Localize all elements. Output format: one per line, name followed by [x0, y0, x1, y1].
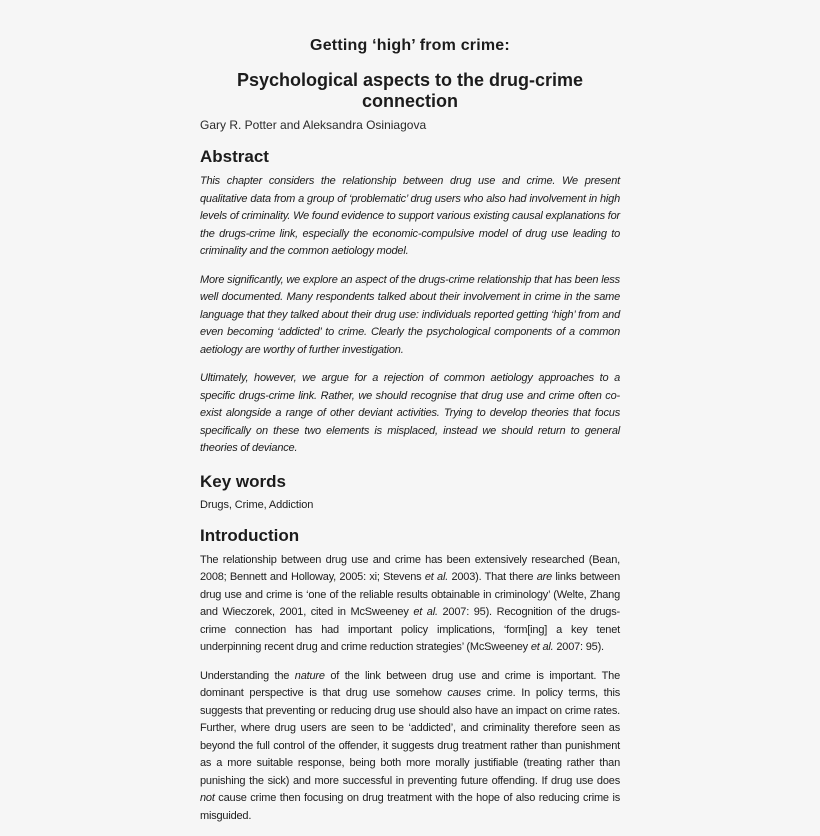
abstract-paragraph-1: This chapter considers the relationship between drug use and crime. We present qualitative data from a group of ‘problematic’ drug users who also had involvement in high levels of criminality. We found evidence to support various existing causal explanations for the drugs-crime link, especially the economic-compulsive model of drug use leading to criminality and the common aetiology model. [200, 175, 620, 257]
introduction-paragraph-2: Understanding the nature of the link between drug use and crime is important. The dominant perspective is that drug use somehow causes crime. In policy terms, this suggests that preventing or reducing drug use should also have an impact on crime rates. Further, where drug users are seen to be ‘addicted’, and criminality therefore seen as beyond the full control of the offender, it suggests drug treatment rather than punishment as a more suitable response, being both more morally justifiable (treating rather than punishing the sick) and more successful in preventing future offending. If drug use does not cause crime then focusing on drug treatment with the hope of also reducing crime is misguided. [200, 669, 620, 822]
introduction-paragraph-1: The relationship between drug use and crime has been extensively researched (Bean, 2008; Bennett and Holloway, 2005: xi; Stevens et al. 2003). That there are links between drug use and crime is ‘one of the reliable results obtainable in criminology’ (Welte, Zhang and Wieczorek, 2001, cited in McSweeney et al. 2007: 95). Recognition of the drugs-crime connection has had important policy implications, ‘form[ing] a key tenet underpinning recent drug and crime reduction strategies’ (McSweeney et al. 2007: 95). [200, 553, 621, 653]
page-title: Getting ‘high’ from crime: [310, 37, 510, 54]
document-page [200, 0, 620, 836]
section-heading-introduction: Introduction [200, 525, 300, 545]
page-subtitle: Psychological aspects to the drug-crime connection [236, 70, 584, 111]
section-heading-keywords: Key words [200, 471, 286, 491]
section-heading-abstract: Abstract [200, 147, 269, 166]
abstract-paragraph-3: Ultimately, however, we argue for a rejection of common aetiology approaches to a specific drugs-crime link. Rather, we should recognise that drug use and crime often co-exist alongside a range of other deviant activities. Trying to develop theories that focus specifically on these two elements is misplaced, instead we should return to general theories of deviance. [200, 372, 620, 454]
abstract-paragraph-2: More significantly, we explore an aspect of the drugs-crime relationship that has been less well documented. Many respondents talked about their involvement in crime in the same language that they talked about their drug use: individuals reported getting ‘high’ from and even becoming ‘addicted’ to crime. Clearly the psychological components of a common aetiology are worthy of further investigation. [200, 273, 620, 356]
keywords-list: Drugs, Crime, Addiction [200, 498, 314, 511]
authors-line: Gary R. Potter and Aleksandra Osiniagova [200, 118, 427, 132]
